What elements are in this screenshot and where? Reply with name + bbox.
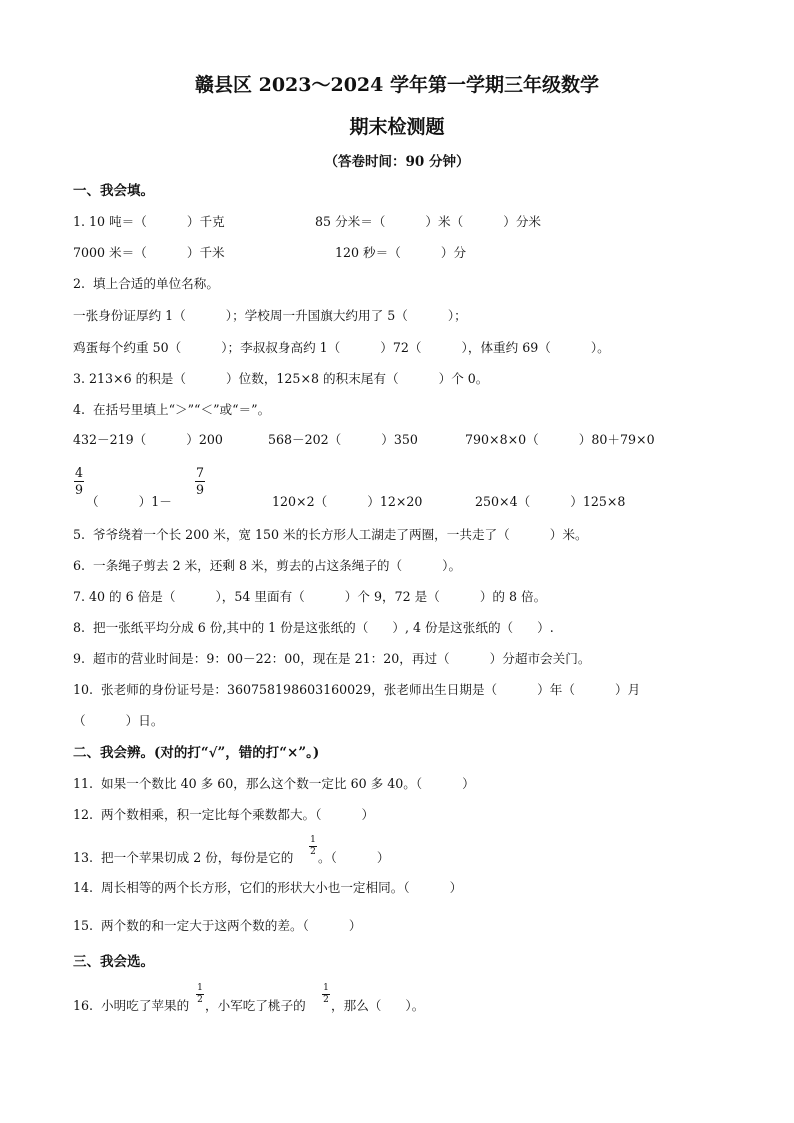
section-1-heading: 一、我会填。: [73, 183, 154, 199]
q13-fraction-half: [309, 836, 317, 857]
q7: 7. 40 的 6 倍是（ ），54 里面有（ ）个 9，72 是（ ）的 8 倍。: [73, 589, 547, 604]
q4-fraction-four-ninths: [74, 466, 84, 497]
q1-part-d: 120 秒＝（ ）分: [335, 245, 467, 260]
q1-part-c: 7000 米＝（ ）千米: [73, 245, 225, 260]
q16-fraction-half-apple: [196, 984, 204, 1005]
q9: 9. 超市的营业时间是：9：00－22：00，现在是 21：20，再过（ ）分超市会关门。: [73, 651, 591, 666]
fraction-numerator: 1: [197, 983, 203, 993]
section-2-heading: 二、我会辨。(对的打“√”，错的打“×”。): [73, 745, 320, 761]
fraction-denominator: 2: [310, 847, 316, 857]
q11: 11. 如果一个数比 40 多 60，那么这个数一定比 60 多 40。（ ）: [73, 776, 475, 791]
q4-row1-c: 790×8×0（ ）80＋79×0: [465, 432, 655, 447]
exam-title: 赣县区 2023～2024 学年第一学期三年级数学: [195, 74, 599, 96]
q4-row2-c: 250×4（ ）125×8: [475, 494, 626, 509]
q16-text-b: ，小军吃了桃子的: [205, 998, 306, 1013]
q4-fraction-seven-ninths: [195, 466, 205, 497]
fraction-denominator: 2: [197, 995, 203, 1005]
q15: 15. 两个数的和一定大于这两个数的差。（ ）: [73, 918, 362, 933]
q1-part-a: 1. 10 吨＝（ ）千克: [73, 214, 225, 229]
q6: 6. 一条绳子剪去 2 米，还剩 8 米，剪去的占这条绳子的（ ）。: [73, 558, 462, 573]
fraction-denominator: 9: [195, 482, 204, 497]
q2-line-1: 一张身份证厚约 1（ ）；学校周一升国旗大约用了 5（ ）；: [73, 308, 467, 323]
fraction-numerator: 1: [310, 835, 316, 845]
q13-text-a: 13. 把一个苹果切成 2 份，每份是它的: [73, 850, 294, 865]
fraction-numerator: 7: [195, 465, 204, 480]
q14: 14. 周长相等的两个长方形，它们的形状大小也一定相同。（ ）: [73, 880, 463, 895]
q2-stem: 2. 填上合适的单位名称。: [73, 276, 219, 291]
q1-part-b: 85 分米＝（ ）米（ ）分米: [315, 214, 542, 229]
time-note: （答卷时间：90 分钟）: [324, 154, 470, 170]
q12: 12. 两个数相乘，积一定比每个乘数都大。（ ）: [73, 807, 375, 822]
q2-line-2: 鸡蛋每个约重 50（ ）；李叔叔身高约 1（ ）72（ ），体重约 69（ ）。: [73, 340, 610, 355]
q4-stem: 4. 在括号里填上“＞”“＜”或“＝”。: [73, 402, 271, 417]
fraction-numerator: 1: [323, 983, 329, 993]
q4-row1-a: 432－219（ ）200: [73, 432, 223, 447]
exam-subtitle: 期末检测题: [349, 116, 445, 138]
q13-text-b: 。（ ）: [318, 850, 390, 865]
q10-line-2: （ ）日。: [73, 713, 164, 728]
fraction-denominator: 9: [74, 482, 83, 497]
q8: 8. 把一张纸平均分成 6 份,其中的 1 份是这张纸的（ ）, 4 份是这张纸的（ ）.: [73, 620, 554, 635]
q5: 5. 爷爷绕着一个长 200 米，宽 150 米的长方形人工湖走了两圈，一共走了（ ）米。: [73, 527, 588, 542]
q16-text-c: ，那么（ ）。: [331, 998, 425, 1013]
q4-row2-b: 120×2（ ）12×20: [272, 494, 423, 509]
q3: 3. 213×6 的积是（ ）位数，125×8 的积末尾有（ ）个 0。: [73, 371, 489, 386]
section-3-heading: 三、我会选。: [73, 954, 154, 970]
q4-row2-a: （ ）1－: [86, 494, 172, 509]
q10-line-1: 10. 张老师的身份证号是：360758198603160029，张老师出生日期是（ ）年（ ）月: [73, 682, 641, 697]
fraction-denominator: 2: [323, 995, 329, 1005]
q16-text-a: 16. 小明吃了苹果的: [73, 998, 190, 1013]
fraction-numerator: 4: [74, 465, 83, 480]
q4-row1-b: 568－202（ ）350: [268, 432, 418, 447]
q16-fraction-half-peach: [322, 984, 330, 1005]
